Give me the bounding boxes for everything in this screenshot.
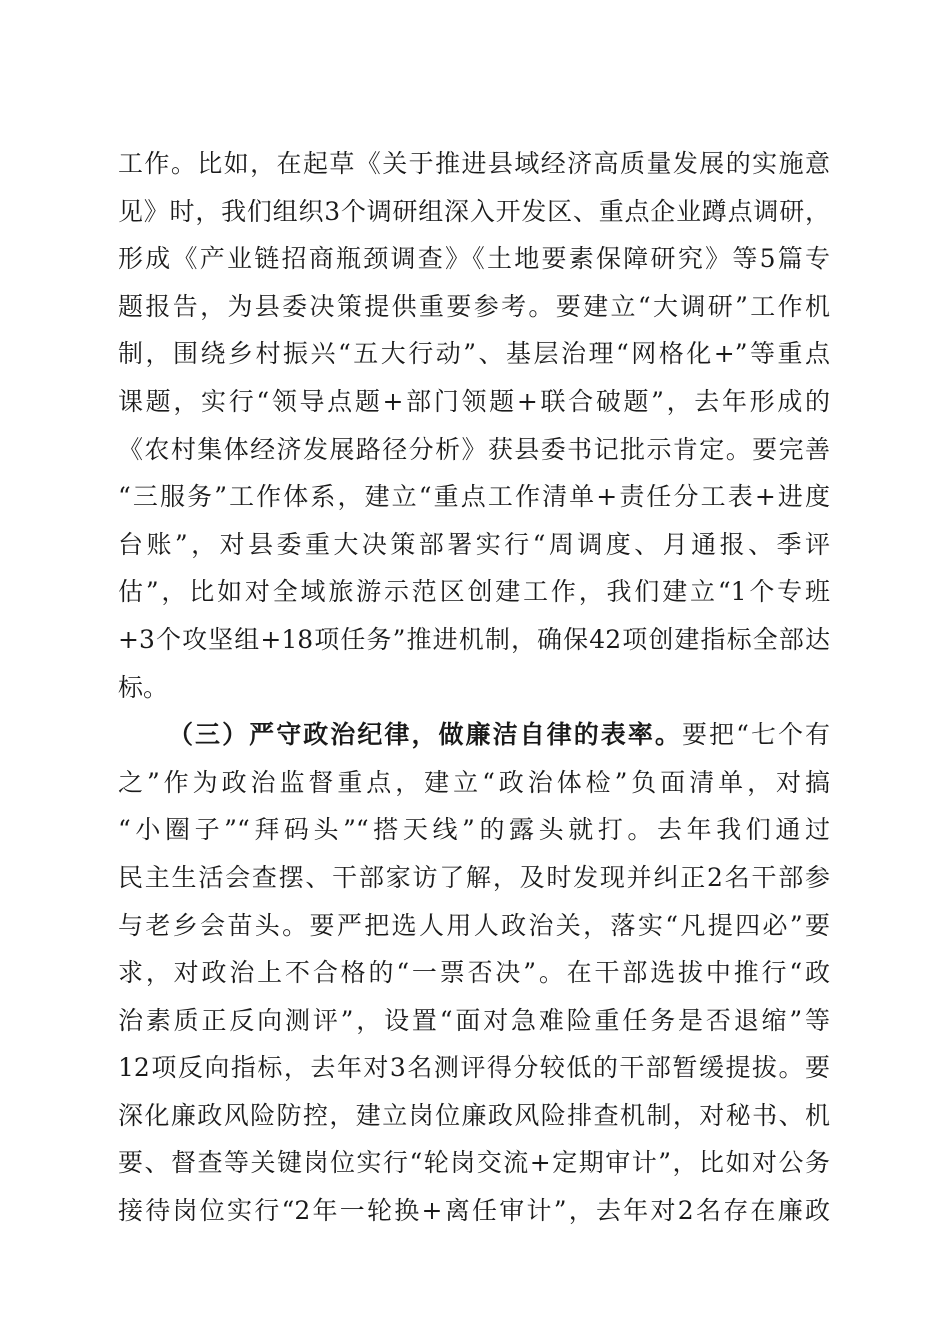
text-line: 深化廉政风险防控，建立岗位廉政风险排查机制，对秘书、机 [118,1100,830,1130]
text-line: +3个攻坚组+18项任务”推进机制，确保42项创建指标全部达 [118,624,830,654]
text-line: 与老乡会苗头。要严把选人用人政治关，落实“凡提四必”要 [118,910,830,940]
text-line: 接待岗位实行“2年一轮换+离任审计”，去年对2名存在廉政 [118,1196,830,1226]
text-run: 要把“七个有 [681,720,831,750]
section-heading-line [118,711,830,759]
text-line: 台账”，对县委重大决策部署实行“周调度、月通报、季评 [118,529,830,559]
text-line: 估”，比如对全域旅游示范区创建工作，我们建立“1个专班 [118,577,830,607]
text-line: 民主生活会查摆、干部家访了解，及时发现并纠正2名干部参 [118,862,830,892]
text-line: “三服务”工作体系，建立“重点工作清单+责任分工表+进度 [118,482,830,512]
text-line: “小圈子”“拜码头”“搭天线”的露头就打。去年我们通过 [118,815,830,845]
text-line: 《农村集体经济发展路径分析》获县委书记批示肯定。要完善 [118,434,830,464]
text-line: 之”作为政治监督重点，建立“政治体检”负面清单，对搞 [118,767,830,797]
text-line: 制，围绕乡村振兴“五大行动”、基层治理“网格化+”等重点 [118,339,830,369]
text-line: 见》时，我们组织3个调研组深入开发区、重点企业蹲点调研， [118,196,830,226]
text-line: 12项反向指标，去年对3名测评得分较低的干部暂缓提拔。要 [118,1053,830,1083]
text-line: 课题，实行“领导点题+部门领题+联合破题”，去年形成的 [118,386,830,416]
text-line: 标。 [118,672,169,702]
text-line: 形成《产业链招商瓶颈调查》《土地要素保障研究》等5篇专 [118,244,830,274]
text-line: 治素质正反向测评”，设置“面对急难险重任务是否退缩”等 [118,1005,830,1035]
section-heading: （三）严守政治纪律，做廉洁自律的表率。 [168,720,682,750]
text-line: 求，对政治上不合格的“一票否决”。在干部选拔中推行“政 [118,958,830,988]
text-line: 工作。比如，在起草《关于推进县域经济高质量发展的实施意 [118,149,830,178]
text-line: 题报告，为县委决策提供重要参考。要建立“大调研”工作机 [118,291,830,321]
document-body [118,140,830,1235]
text-line: 要、督查等关键岗位实行“轮岗交流+定期审计”，比如对公务 [118,1148,830,1178]
